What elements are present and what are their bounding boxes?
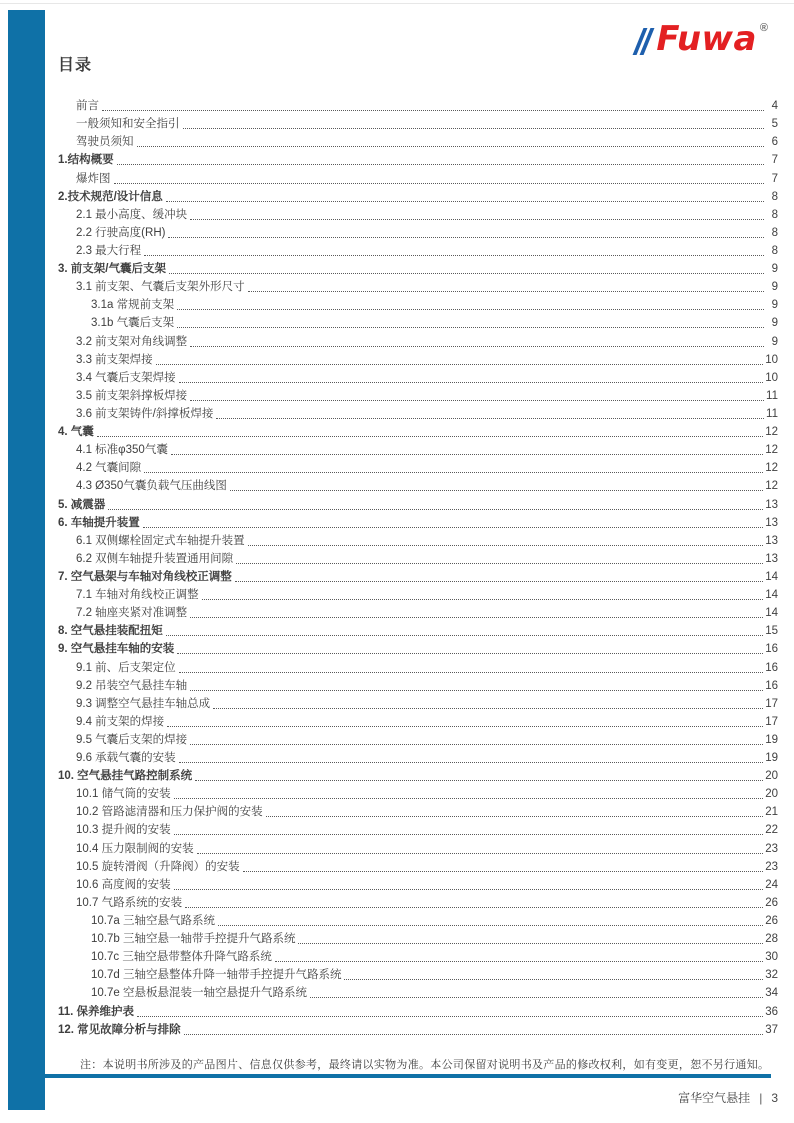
toc-dotted-leader: [169, 273, 764, 274]
toc-entry-page: 17: [765, 697, 778, 710]
toc-entry: [58, 404, 778, 422]
toc-entry-page: 16: [765, 661, 778, 674]
toc-entry-page: 6: [771, 136, 778, 149]
toc-entry-page: 19: [765, 752, 778, 765]
toc-entry-page: 23: [765, 842, 778, 855]
toc-entry-label: 7.2 轴座夹紧对准调整: [76, 607, 188, 620]
toc-entry-label: 2.2 行驶高度(RH): [76, 226, 166, 239]
toc-entry: [58, 350, 778, 368]
toc-entry-page: 30: [765, 951, 778, 964]
toc-dotted-leader: [144, 255, 764, 256]
logo-slashes-icon: [638, 28, 651, 55]
toc-entry-label: 2.3 最大行程: [76, 244, 142, 257]
toc-dotted-leader: [185, 907, 763, 908]
logo-text: Fuwa: [656, 19, 757, 59]
toc-dotted-leader: [248, 291, 764, 292]
toc-dotted-leader: [156, 364, 764, 365]
toc-entry-page: 9: [771, 299, 778, 312]
footer-brand: 富华空气悬挂: [678, 1091, 751, 1105]
toc-dotted-leader: [143, 527, 763, 528]
toc-entry: [58, 277, 778, 295]
toc-entry-label: 4. 气囊: [58, 426, 94, 439]
toc-dotted-leader: [174, 834, 764, 835]
toc-entry: [58, 983, 778, 1001]
toc-entry-label: 3.5 前支架斜撑板焊接: [76, 389, 188, 402]
toc-entry-page: 14: [765, 570, 778, 583]
toc-entry: [58, 549, 778, 567]
toc-entry-label: 10.7d 三轴空悬整体升降一轴带手控提升气路系统: [91, 969, 342, 982]
toc-entry: [58, 422, 778, 440]
toc-entry: [58, 857, 778, 875]
toc-entry: [58, 730, 778, 748]
toc-dotted-leader: [177, 327, 764, 328]
toc-entry-label: 3.1 前支架、气囊后支架外形尺寸: [76, 281, 245, 294]
footer-rule: [45, 1074, 771, 1078]
toc-dotted-leader: [243, 871, 764, 872]
toc-entry-page: 32: [765, 969, 778, 982]
toc-entry-page: 28: [765, 933, 778, 946]
toc-entry-page: 16: [765, 679, 778, 692]
toc-entry-label: 9.6 承载气囊的安装: [76, 752, 176, 765]
toc-entry: [58, 494, 778, 512]
toc-entry: [58, 802, 778, 820]
toc-entry: [58, 331, 778, 349]
toc-list: [58, 96, 778, 1038]
toc-entry: [58, 893, 778, 911]
toc-entry-page: 11: [766, 407, 778, 420]
toc-dotted-leader: [266, 816, 764, 817]
toc-entry-page: 14: [765, 607, 778, 620]
toc-entry: [58, 820, 778, 838]
toc-entry: [58, 1001, 778, 1019]
toc-dotted-leader: [275, 961, 763, 962]
toc-entry-page: 37: [765, 1023, 778, 1036]
toc-dotted-leader: [174, 889, 764, 890]
toc-entry-label: 驾驶员须知: [76, 136, 134, 149]
toc-entry-label: 9.2 吊装空气悬挂车轴: [76, 679, 188, 692]
toc-entry-label: 8. 空气悬挂装配扭矩: [58, 625, 163, 638]
toc-entry-page: 4: [771, 100, 778, 113]
toc-dotted-leader: [190, 744, 763, 745]
toc-entry-page: 20: [765, 788, 778, 801]
toc-entry: [58, 911, 778, 929]
toc-entry-label: 1.结构概要: [58, 154, 114, 167]
toc-entry-page: 8: [771, 226, 778, 239]
toc-entry-label: 2.技术规范/设计信息: [58, 190, 163, 203]
toc-entry-label: 3.2 前支架对角线调整: [76, 335, 188, 348]
toc-dotted-leader: [183, 128, 765, 129]
toc-entry: [58, 1020, 778, 1038]
toc-entry-page: 36: [765, 1005, 778, 1018]
toc-entry-label: 爆炸图: [76, 172, 111, 185]
toc-dotted-leader: [190, 690, 763, 691]
toc-entry: [58, 585, 778, 603]
toc-entry-label: 10.7 气路系统的安装: [76, 896, 183, 909]
toc-dotted-leader: [137, 1016, 763, 1017]
toc-entry: [58, 168, 778, 186]
toc-entry-label: 一般须知和安全指引: [76, 118, 180, 131]
toc-dotted-leader: [97, 436, 763, 437]
toc-entry-label: 10.7e 空悬板悬混装一轴空悬提升气路系统: [91, 987, 307, 1000]
toc-entry-page: 19: [765, 733, 778, 746]
toc-entry-page: 12: [765, 480, 778, 493]
toc-entry-page: 7: [771, 154, 778, 167]
toc-entry-label: 4.1 标准φ350气囊: [76, 444, 168, 457]
toc-entry-label: 10.3 提升阀的安装: [76, 824, 171, 837]
toc-dotted-leader: [310, 997, 763, 998]
toc-dotted-leader: [114, 183, 765, 184]
toc-entry: [58, 476, 778, 494]
toc-entry: [58, 241, 778, 259]
toc-entry-label: 10.7c 三轴空悬带整体升降气路系统: [91, 951, 272, 964]
toc-entry: [58, 368, 778, 386]
toc-dotted-leader: [218, 925, 763, 926]
toc-dotted-leader: [236, 563, 763, 564]
toc-entry-page: 17: [765, 715, 778, 728]
toc-dotted-leader: [190, 346, 764, 347]
footer-page-number: 3: [771, 1091, 778, 1105]
toc-entry-page: 14: [765, 589, 778, 602]
toc-entry-page: 12: [765, 462, 778, 475]
toc-dotted-leader: [298, 943, 763, 944]
toc-entry-page: 13: [765, 552, 778, 565]
toc-dotted-leader: [144, 472, 763, 473]
toc-entry: [58, 440, 778, 458]
toc-dotted-leader: [137, 146, 765, 147]
toc-entry-page: 13: [765, 534, 778, 547]
toc-dotted-leader: [184, 1034, 764, 1035]
toc-dotted-leader: [166, 635, 763, 636]
toc-dotted-leader: [197, 853, 764, 854]
toc-entry-page: 34: [765, 987, 778, 1000]
toc-entry: [58, 132, 778, 150]
toc-dotted-leader: [216, 418, 764, 419]
toc-entry-page: 11: [766, 389, 778, 402]
toc-entry-page: 26: [765, 896, 778, 909]
toc-entry-page: 5: [771, 118, 778, 131]
toc-entry-page: 13: [765, 516, 778, 529]
toc-entry-label: 4.2 气囊间隙: [76, 462, 142, 475]
toc-entry-page: 22: [765, 824, 778, 837]
toc-dotted-leader: [117, 164, 764, 165]
left-accent-bar: [8, 10, 45, 1110]
toc-content: [58, 56, 778, 1038]
toc-entry: [58, 458, 778, 476]
toc-entry-label: 9. 空气悬挂车轴的安装: [58, 643, 175, 656]
toc-entry-page: 13: [765, 498, 778, 511]
toc-entry-label: 3.4 气囊后支架焊接: [76, 371, 176, 384]
toc-dotted-leader: [235, 581, 763, 582]
toc-entry-page: 12: [765, 444, 778, 457]
toc-entry-page: 20: [765, 770, 778, 783]
toc-entry: [58, 712, 778, 730]
toc-dotted-leader: [213, 708, 763, 709]
fuwa-logo: [638, 19, 768, 59]
toc-entry-page: 16: [765, 643, 778, 656]
toc-entry: [58, 205, 778, 223]
toc-entry-page: 21: [765, 806, 778, 819]
toc-entry-label: 4.3 Ø350气囊负载气压曲线图: [76, 480, 227, 493]
toc-entry: [58, 386, 778, 404]
toc-dotted-leader: [168, 237, 764, 238]
toc-entry-label: 10.4 压力限制阀的安装: [76, 842, 194, 855]
toc-entry: [58, 694, 778, 712]
toc-entry: [58, 223, 778, 241]
toc-entry-page: 10: [765, 353, 778, 366]
toc-entry-label: 10.6 高度阀的安装: [76, 878, 171, 891]
toc-entry-page: 9: [771, 317, 778, 330]
footer-separator: |: [759, 1091, 763, 1105]
toc-entry: [58, 639, 778, 657]
toc-entry: [58, 965, 778, 983]
toc-dotted-leader: [179, 762, 764, 763]
toc-dotted-leader: [177, 653, 763, 654]
toc-entry-label: 11. 保养维护表: [58, 1005, 135, 1018]
toc-entry-label: 10. 空气悬挂气路控制系统: [58, 770, 193, 783]
toc-entry: [58, 187, 778, 205]
toc-dotted-leader: [195, 780, 763, 781]
toc-dotted-leader: [102, 110, 764, 111]
toc-entry: [58, 313, 778, 331]
toc-entry: [58, 259, 778, 277]
toc-entry-label: 12. 常见故障分析与排除: [58, 1023, 181, 1036]
toc-entry-label: 10.7b 三轴空悬一轴带手控提升气路系统: [91, 933, 296, 946]
toc-entry-label: 9.4 前支架的焊接: [76, 715, 165, 728]
toc-entry: [58, 748, 778, 766]
toc-entry: [58, 875, 778, 893]
toc-entry-label: 9.5 气囊后支架的焊接: [76, 733, 188, 746]
toc-entry: [58, 766, 778, 784]
toc-dotted-leader: [190, 617, 763, 618]
disclaimer-note: 注：本说明书所涉及的产品图片、信息仅供参考，最终请以实物为准。本公司保留对说明书及产品的修改权利，如有变更，恕不另行通知。: [80, 1059, 770, 1071]
page-footer: [678, 1089, 778, 1106]
page-top-edge: [0, 3, 794, 4]
toc-entry-label: 10.2 管路滤清器和压力保护阀的安装: [76, 806, 263, 819]
toc-entry-label: 6.1 双侧螺栓固定式车轴提升装置: [76, 534, 245, 547]
toc-entry-label: 3.6 前支架铸件/斜撑板焊接: [76, 407, 214, 420]
toc-entry-label: 6. 车轴提升装置: [58, 516, 140, 529]
toc-dotted-leader: [190, 400, 764, 401]
toc-entry: [58, 513, 778, 531]
toc-dotted-leader: [230, 490, 763, 491]
toc-entry-label: 3.1a 常规前支架: [91, 299, 175, 312]
toc-entry-label: 3.3 前支架焊接: [76, 353, 153, 366]
toc-dotted-leader: [108, 509, 763, 510]
toc-dotted-leader: [202, 599, 764, 600]
toc-entry-label: 3. 前支架/气囊后支架: [58, 263, 166, 276]
toc-entry: [58, 567, 778, 585]
toc-entry: [58, 531, 778, 549]
toc-entry-page: 8: [771, 190, 778, 203]
toc-entry: [58, 150, 778, 168]
toc-entry-label: 5. 减震器: [58, 498, 106, 511]
toc-entry-page: 9: [771, 281, 778, 294]
toc-entry: [58, 947, 778, 965]
toc-entry: [58, 676, 778, 694]
toc-entry-page: 7: [771, 172, 778, 185]
toc-dotted-leader: [344, 979, 763, 980]
toc-entry: [58, 784, 778, 802]
toc-dotted-leader: [167, 726, 763, 727]
toc-entry-label: 9.3 调整空气悬挂车轴总成: [76, 697, 211, 710]
toc-entry-page: 9: [771, 335, 778, 348]
toc-entry: [58, 929, 778, 947]
toc-entry-page: 8: [771, 244, 778, 257]
toc-dotted-leader: [177, 309, 764, 310]
toc-dotted-leader: [179, 382, 764, 383]
toc-entry-page: 24: [765, 878, 778, 891]
toc-entry-label: 10.5 旋转滑阀（升降阀）的安装: [76, 860, 240, 873]
toc-entry-label: 前言: [76, 100, 99, 113]
toc-entry-label: 10.1 储气筒的安装: [76, 788, 171, 801]
toc-entry: [58, 96, 778, 114]
toc-entry-page: 26: [765, 915, 778, 928]
toc-entry-label: 2.1 最小高度、缓冲块: [76, 208, 188, 221]
registered-trademark-icon: ®: [759, 22, 768, 34]
toc-entry: [58, 603, 778, 621]
toc-entry: [58, 295, 778, 313]
toc-dotted-leader: [179, 672, 764, 673]
toc-entry-page: 8: [771, 208, 778, 221]
toc-entry-label: 6.2 双侧车轴提升装置通用间隙: [76, 552, 234, 565]
page-title: 目录: [58, 57, 93, 74]
toc-entry-label: 3.1b 气囊后支架: [91, 317, 175, 330]
toc-dotted-leader: [166, 201, 764, 202]
toc-entry: [58, 114, 778, 132]
toc-entry-page: 23: [765, 860, 778, 873]
toc-entry-label: 10.7a 三轴空悬气路系统: [91, 915, 215, 928]
toc-entry: [58, 621, 778, 639]
toc-entry-label: 7. 空气悬架与车轴对角线校正调整: [58, 570, 232, 583]
toc-dotted-leader: [190, 219, 764, 220]
toc-entry-page: 9: [771, 263, 778, 276]
toc-entry-page: 15: [765, 625, 778, 638]
toc-entry: [58, 838, 778, 856]
toc-entry-page: 10: [765, 371, 778, 384]
toc-dotted-leader: [171, 454, 763, 455]
toc-entry-page: 12: [765, 426, 778, 439]
toc-entry: [58, 657, 778, 675]
toc-entry-label: 7.1 车轴对角线校正调整: [76, 589, 199, 602]
toc-entry-label: 9.1 前、后支架定位: [76, 661, 176, 674]
toc-dotted-leader: [248, 545, 764, 546]
toc-dotted-leader: [174, 798, 764, 799]
